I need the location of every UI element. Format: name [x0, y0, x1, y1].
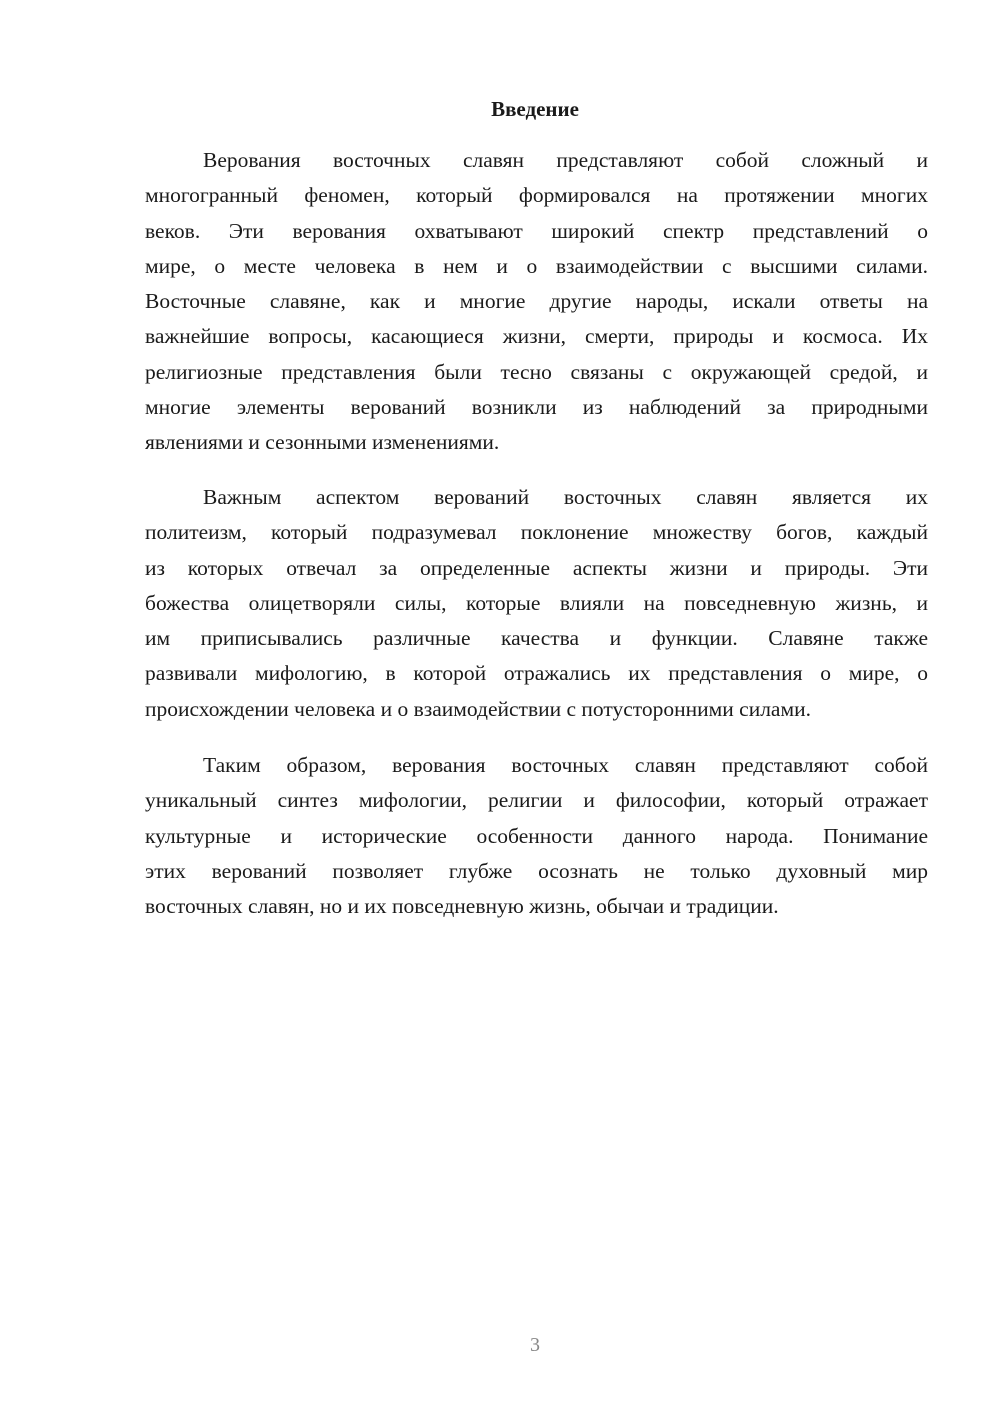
- text-line: мире, о месте человека в нем и о взаимодействии с высшими силами.: [145, 253, 928, 278]
- text-line: восточных славян, но и их повседневную жизнь, обычаи и традиции.: [145, 894, 779, 919]
- text-line: веков. Эти верования охватывают широкий спектр представлений о: [145, 218, 928, 243]
- text-line: культурные и исторические особенности данного народа. Понимание: [145, 823, 928, 848]
- text-line: этих верований позволяет глубже осознать не только духовный мир: [145, 858, 928, 883]
- text-line: им приписывались различные качества и функции. Славяне также: [145, 626, 928, 651]
- text-line: из которых отвечал за определенные аспекты жизни и природы. Эти: [145, 555, 928, 580]
- text-line: Таким образом, верования восточных славян представляют собой: [203, 753, 928, 777]
- text-line: многогранный феномен, который формировался на протяжении многих: [145, 183, 928, 208]
- page-number: 3: [530, 1334, 540, 1356]
- section-heading: Введение: [491, 97, 579, 121]
- paragraph: [145, 480, 928, 727]
- text-line: важнейшие вопросы, касающиеся жизни, смерти, природы и космоса. Их: [145, 324, 928, 349]
- paragraph: [145, 143, 928, 461]
- text-line: божества олицетворяли силы, которые влияли на повседневную жизнь, и: [145, 590, 928, 615]
- text-line: развивали мифологию, в которой отражались их представления о мире, о: [145, 661, 928, 686]
- text-line: многие элементы верований возникли из наблюдений за природными: [145, 395, 928, 420]
- text-line: происхождении человека и о взаимодействии с потусторонними силами.: [145, 696, 811, 721]
- text-line: Важным аспектом верований восточных славян является их: [203, 485, 928, 509]
- text-line: политеизм, который подразумевал поклонение множеству богов, каждый: [145, 520, 928, 545]
- text-line: Верования восточных славян представляют собой сложный и: [203, 148, 928, 172]
- text-line: Восточные славяне, как и многие другие народы, искали ответы на: [145, 289, 928, 314]
- text-line: явлениями и сезонными изменениями.: [145, 430, 500, 455]
- text-line: религиозные представления были тесно связаны с окружающей средой, и: [145, 359, 928, 384]
- paragraph: [145, 748, 928, 924]
- text-line: уникальный синтез мифологии, религии и философии, который отражает: [145, 788, 928, 813]
